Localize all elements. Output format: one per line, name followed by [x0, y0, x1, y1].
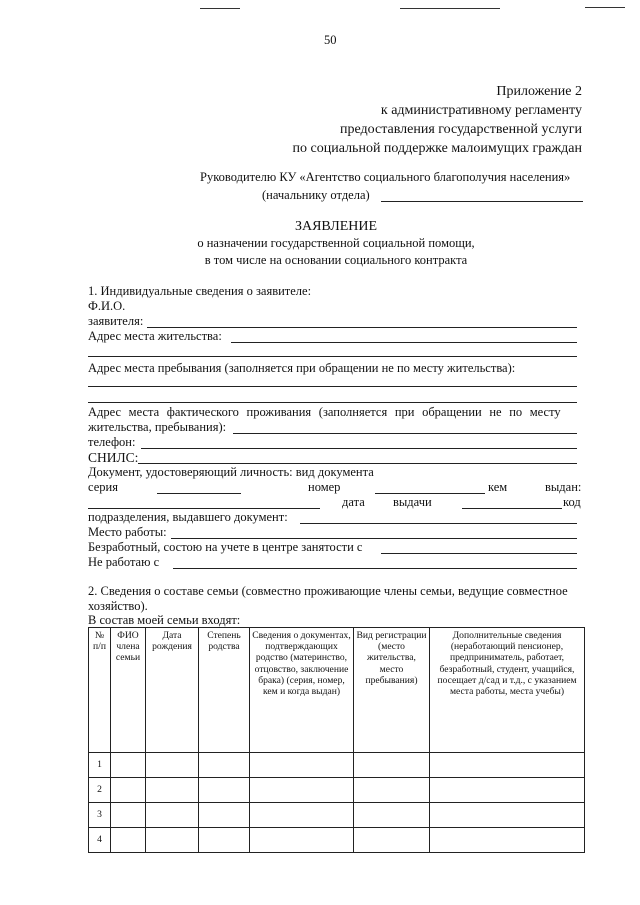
- addressee-field[interactable]: [381, 188, 583, 202]
- table-row: [89, 753, 585, 778]
- row-number: 1: [89, 753, 111, 778]
- table-row: [89, 778, 585, 803]
- subdivision-label: подразделения, выдавшего документ:: [88, 510, 288, 524]
- issue-date-field[interactable]: [462, 495, 562, 509]
- table-cell[interactable]: [250, 778, 354, 803]
- column-header: ФИО члена семьи: [111, 628, 146, 753]
- residence-field-continued[interactable]: [88, 343, 577, 357]
- unemployed-since-field[interactable]: [381, 540, 577, 554]
- actual-address-label: Адрес места фактического проживания (заполняется при обращении не по месту: [88, 405, 561, 419]
- scan-artifact: [400, 8, 500, 9]
- date-label: дата: [342, 495, 365, 509]
- scan-artifact: [200, 8, 240, 9]
- table-row: [89, 803, 585, 828]
- table-cell[interactable]: [354, 778, 430, 803]
- table-cell[interactable]: [354, 828, 430, 853]
- table-cell[interactable]: [199, 803, 250, 828]
- table-cell[interactable]: [111, 778, 146, 803]
- table-row: [89, 828, 585, 853]
- subdivision-code-field[interactable]: [300, 510, 577, 524]
- phone-label: телефон:: [88, 435, 136, 449]
- not-working-label: Не работаю с: [88, 555, 160, 569]
- table-cell[interactable]: [430, 753, 585, 778]
- series-field[interactable]: [157, 480, 241, 494]
- table-cell[interactable]: [199, 828, 250, 853]
- table-cell[interactable]: [354, 803, 430, 828]
- not-working-since-field[interactable]: [173, 555, 577, 569]
- by-whom-label: кем: [488, 480, 508, 494]
- residence-label: Адрес места жительства:: [88, 329, 222, 343]
- actual-address-label: жительства, пребывания):: [88, 420, 227, 434]
- addressee-subtitle: (начальнику отдела): [262, 188, 370, 202]
- fio-label: Ф.И.О.: [88, 299, 126, 313]
- issued-by-field[interactable]: [88, 495, 320, 509]
- table-cell[interactable]: [250, 753, 354, 778]
- issued-label: выдан:: [545, 480, 582, 494]
- table-cell[interactable]: [430, 828, 585, 853]
- applicant-label: заявителя:: [88, 314, 144, 328]
- series-label: серия: [88, 480, 118, 494]
- applicant-name-field[interactable]: [147, 314, 577, 328]
- work-label: Место работы:: [88, 525, 167, 539]
- table-cell[interactable]: [430, 778, 585, 803]
- appendix-line: Приложение 2: [496, 84, 582, 99]
- table-cell[interactable]: [430, 803, 585, 828]
- actual-address-field[interactable]: [233, 420, 577, 434]
- appendix-line: к административному регламенту: [380, 103, 582, 118]
- table-cell[interactable]: [250, 828, 354, 853]
- table-cell[interactable]: [111, 828, 146, 853]
- section-heading: хозяйство).: [88, 599, 148, 613]
- section-heading: 2. Сведения о составе семьи (совместно проживающие члены семьи, ведущие совместное: [88, 584, 568, 598]
- scan-artifact: [585, 7, 625, 8]
- table-cell[interactable]: [146, 803, 199, 828]
- table-cell[interactable]: [199, 753, 250, 778]
- number-field[interactable]: [375, 480, 485, 494]
- appendix-line: предоставления государственной услуги: [340, 122, 582, 137]
- column-header: Степень родства: [199, 628, 250, 753]
- unemployed-label: Безработный, состою на учете в центре занятости с: [88, 540, 363, 554]
- row-number: 3: [89, 803, 111, 828]
- family-intro: В состав моей семьи входят:: [88, 613, 241, 627]
- table-cell[interactable]: [354, 753, 430, 778]
- table-cell[interactable]: [146, 828, 199, 853]
- row-number: 4: [89, 828, 111, 853]
- residence-field[interactable]: [231, 329, 577, 343]
- stay-field[interactable]: [88, 373, 577, 387]
- family-table: [88, 627, 585, 853]
- column-header: Дополнительные сведения (неработающий пенсионер, предприниматель, работает, безработный, студент, учащийся, посещает д/сад и т.д., с указанием места работы, места учебы): [430, 628, 585, 753]
- row-number: 2: [89, 778, 111, 803]
- code-label: код: [563, 495, 581, 509]
- phone-field[interactable]: [141, 435, 577, 449]
- table-cell[interactable]: [250, 803, 354, 828]
- table-cell[interactable]: [111, 803, 146, 828]
- page-number: 50: [324, 33, 337, 47]
- issue-label: выдачи: [393, 495, 432, 509]
- work-field[interactable]: [171, 525, 577, 539]
- snils-label: СНИЛС:: [88, 450, 139, 465]
- table-cell[interactable]: [199, 778, 250, 803]
- document-type-label: Документ, удостоверяющий личность: вид документа: [88, 465, 374, 479]
- snils-field[interactable]: [138, 450, 577, 464]
- appendix-line: по социальной поддержке малоимущих граждан: [292, 141, 582, 156]
- table-cell[interactable]: [111, 753, 146, 778]
- document-subtitle: о назначении государственной социальной помощи,: [197, 236, 475, 250]
- document-subtitle: в том числе на основании социального контракта: [204, 253, 468, 267]
- column-header: № п/п: [89, 628, 111, 753]
- column-header: Дата рождения: [146, 628, 199, 753]
- stay-label: Адрес места пребывания (заполняется при обращении не по месту жительства):: [88, 361, 516, 375]
- table-header-row: [89, 628, 585, 753]
- document-title: ЗАЯВЛЕНИЕ: [294, 219, 378, 234]
- column-header: Вид регистрации (место жительства, место пребывания): [354, 628, 430, 753]
- stay-field-continued[interactable]: [88, 389, 577, 403]
- table-cell[interactable]: [146, 778, 199, 803]
- table-cell[interactable]: [146, 753, 199, 778]
- section-heading: 1. Индивидуальные сведения о заявителе:: [88, 284, 312, 298]
- column-header: Сведения о документах, подтверждающих родство (материнство, отцовство, заключение брака) (серия, номер, кем и когда выдан): [250, 628, 354, 753]
- number-label: номер: [308, 480, 341, 494]
- addressee-line: Руководителю КУ «Агентство социального благополучия населения»: [200, 170, 571, 184]
